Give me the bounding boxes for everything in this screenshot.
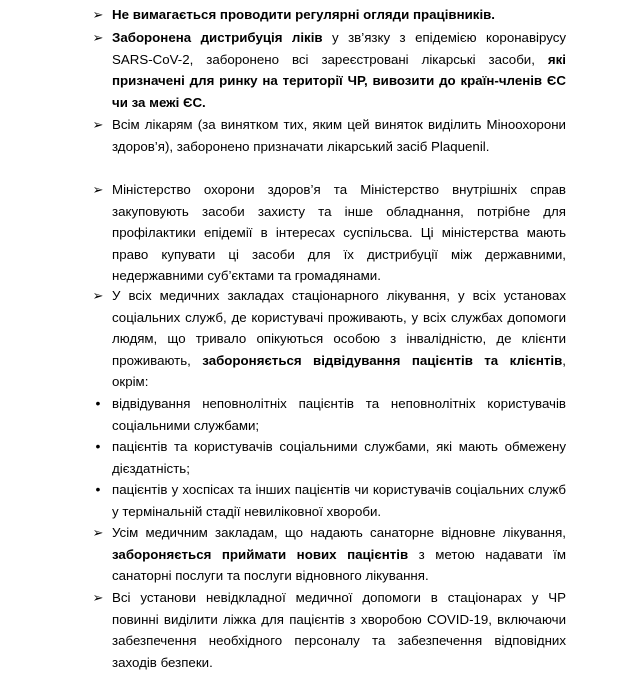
text: Міністерство охорони здоров’я та Міністерство внутрішніх справ закуповують засоби захисту та інше обладнання, потрібне для профілактики епідемії в інтересах суспільсва. Ці міністерства мають право купувати ці засоби для їх дистрибуції між державними, недержавними суб’єктами та громадянами. <box>112 182 566 284</box>
bold-text: які призначені для ринку на території ЧР, вивозити до країн-членів ЄС чи за межі ЄС. <box>112 51 566 110</box>
list-item <box>92 587 566 673</box>
text: Всі установи невідкладної медичної допомоги в стаціонарах у ЧР повинні виділити ліжка для пацієнтів з хворобою COVID-19, включаючи забезпечення необхідного персоналу та забезпечення відповідних заходів безпеки. <box>112 590 566 670</box>
dot-bullet-icon: • <box>95 438 101 454</box>
bold-text: забороняється відвідування пацієнтів та клієнтів <box>202 352 563 368</box>
arrow-bullet-icon: ➢ <box>92 7 104 22</box>
text: У всіх медичних закладах стаціонарного лікування, у всіх установах соціальних служб, де користувачі проживають, у всіх службах допомоги людям, що тривало опікуються особою з інвалідністю, де клієнти проживають, <box>112 288 566 368</box>
text: відвідування неповнолітніх пацієнтів та неповнолітніх користувачів соціальними службами; <box>112 396 566 433</box>
bold-text: Не вимагається проводити регулярні огляди працівників. <box>112 7 496 22</box>
arrow-bullet-icon: ➢ <box>92 288 104 303</box>
text: пацієнтів у хоспісах та інших пацієнтів чи користувачів соціальних служб у термінальній стадії невиліковної хвороби. <box>112 482 566 519</box>
bold-text: Заборонена дистрибуція ліків <box>112 30 323 45</box>
arrow-bullet-icon: ➢ <box>92 117 104 132</box>
list-item <box>95 479 566 522</box>
list-item <box>92 285 566 393</box>
text: у зв’язку з епідемією коронавірусу SARS-CoV-2, заборонено всі зареєстровані лікарські засоби, <box>112 30 567 67</box>
text: пацієнтів та користувачів соціальними службами, які мають обмежену дієздатність; <box>112 439 566 476</box>
arrow-bullet-icon: ➢ <box>92 30 104 45</box>
arrow-bullet-icon: ➢ <box>92 182 104 197</box>
text: Всім лікарям (за винятком тих, яким цей виняток виділить Міноохорони здоров’я), заборонено призначати лікарський засіб Plaquenil. <box>112 117 566 154</box>
list-item <box>92 27 567 113</box>
arrow-bullet-icon: ➢ <box>92 525 104 540</box>
dot-bullet-icon: • <box>95 481 101 497</box>
list-item <box>92 179 566 287</box>
list-item <box>95 393 566 436</box>
text: з метою надавати їм санаторні послуги та послуги відновного лікування. <box>112 546 566 584</box>
dot-bullet-icon: • <box>95 395 101 411</box>
list-item <box>95 436 566 479</box>
list-item <box>92 114 566 157</box>
bold-text: забороняється приймати нових пацієнтів <box>112 546 409 562</box>
text: Усім медичним закладам, що надають санаторне відновне лікування, <box>112 525 566 540</box>
text: , окрім: <box>112 352 566 390</box>
list-item <box>92 522 566 587</box>
list-item <box>92 4 566 26</box>
arrow-bullet-icon: ➢ <box>92 590 104 605</box>
